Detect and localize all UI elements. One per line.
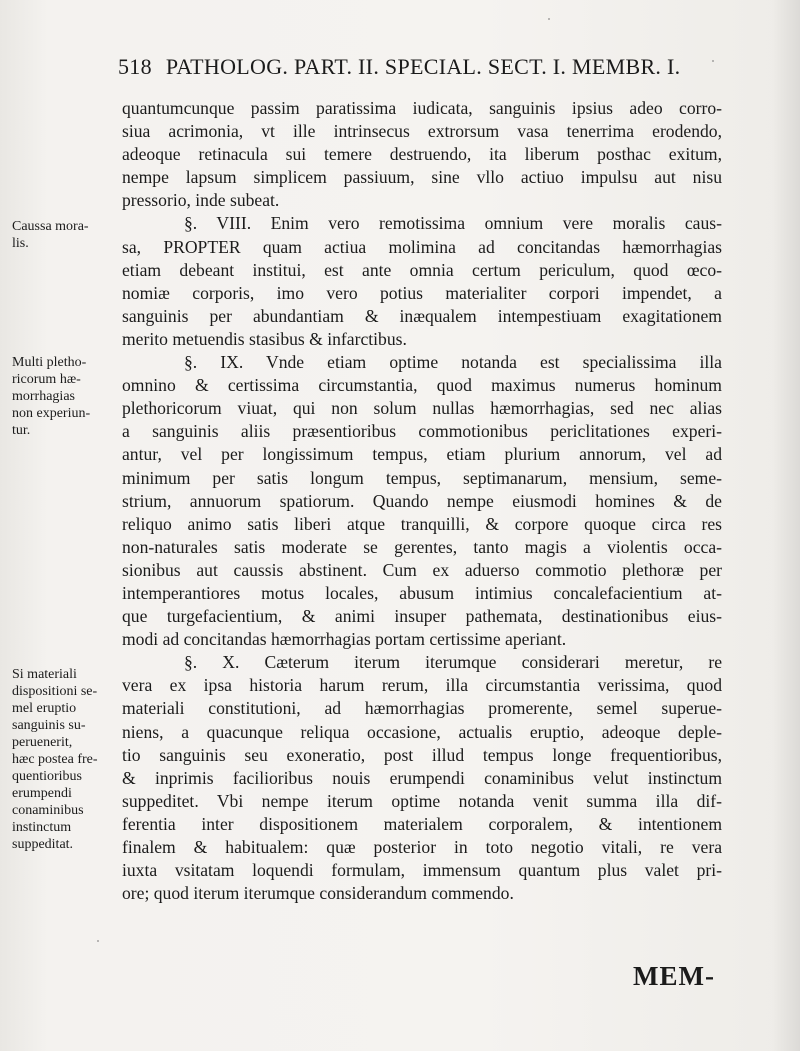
text-line: antur, vel per longissimum tempus, etiam plurium annorum, vel ad [122, 444, 722, 465]
text-line: tio sanguinis seu exoneratio, post illud tempus longe frequentioribus, [122, 744, 722, 765]
text-line: vera ex ipsa historia harum rerum, illa circumstantia verissima, quod [122, 675, 722, 696]
marginal-note-line: non experiun- [12, 406, 91, 421]
text-line: adeoque retinacula sui temere destruendo, ita liberum posthac exitum, [122, 144, 722, 165]
marginal-note-line: mel eruptio [12, 701, 77, 716]
text-line: finalem & habitualem: quæ posterior in toto negotio vitali, re vera [122, 837, 722, 857]
main-text [122, 97, 722, 905]
text-line: ore; quod iterum iterumque considerandum commendo. [122, 883, 514, 904]
marginal-note-line: conaminibus [12, 803, 84, 818]
section-heading-line: §. VIII. Enim vero remotissima omnium vere moralis caus- [184, 213, 722, 234]
text-line: merito metuendis stasibus & infarctibus. [122, 328, 407, 349]
page-edge-shadow [772, 0, 800, 1051]
marginal-note-line: ricorum hæ- [12, 372, 81, 387]
marginal-note-line: morrhagias [12, 389, 75, 404]
marginal-note-line: sanguinis su- [12, 718, 86, 733]
text-line: sionibus aut caussis abstinent. Cum ex aduerso commotio plethoræ per [122, 559, 722, 580]
section-heading-line: §. IX. Vnde etiam optime notanda est specialissima illa [184, 352, 722, 373]
text-line: suppeditet. Vbi nempe iterum optime notanda venit summa illa dif- [122, 790, 722, 811]
text-line: non-naturales satis moderate se gerentes, tanto magis a violentis occa- [122, 536, 722, 557]
marginal-note-line: Caussa mora- [12, 219, 89, 234]
text-line: quantumcunque passim paratissima iudicata, sanguinis ipsius adeo corro- [122, 98, 722, 118]
text-line: intemperantiores motus locales, abusum intimius concalefacientium at- [122, 582, 722, 603]
text-line: nempe lapsum simplicem passiuum, sine vllo actiuo impulsu aut nisu [122, 167, 722, 188]
text-line: siua acrimonia, vt ille intrinsecus extrorsum vasa tenerrima erodendo, [122, 121, 722, 142]
marginal-note-plethorici [12, 354, 124, 439]
marginal-note-line: lis. [12, 236, 29, 251]
text-line: reliquo animo satis liberi atque tranquilli, & corpore quoque circa res [122, 513, 722, 534]
running-title: PATHOLOG. PART. II. SPECIAL. SECT. I. MEMBR. I. [165, 54, 681, 79]
running-header [118, 54, 681, 80]
text-line: plethoricorum viuat, qui non solum nullas hæmorrhagias, sed nec alias [122, 398, 722, 419]
section-heading-line: §. X. Cæterum iterum iterumque considerari meretur, re [184, 652, 722, 673]
text-line: etiam debeant institui, est ante omnia certum periculum, quod œco- [122, 259, 722, 280]
text-line: omnino & certissima circumstantia, quod maximus numerus hominum [122, 375, 722, 396]
paper-speck [97, 940, 99, 942]
marginal-note-caussa [12, 218, 124, 252]
text-line: strium, annuorum spatiorum. Quando nempe eiusmodi homines & de [122, 490, 722, 511]
marginal-note-line: Si materiali [12, 667, 77, 682]
marginal-note-line: erumpendi [12, 786, 72, 801]
text-line: & inprimis facilioribus nouis erumpendi conaminibus velut instinctum [122, 767, 722, 788]
text-line: que turgefacientium, & animi insuper pathemata, destinationibus eius- [122, 606, 722, 627]
marginal-note-line: suppeditat. [12, 837, 74, 852]
text-line: materiali constitutioni, ad hæmorrhagias promerente, semel superue- [122, 698, 722, 719]
text-line: a sanguinis aliis præsentioribus commotionibus periclitationes experi- [122, 421, 722, 442]
marginal-note-materiali [12, 666, 124, 853]
text-line: sa, PROPTER quam actiua molimina ad concitandas hæmorrhagias [122, 236, 722, 257]
marginal-note-line: tur. [12, 423, 31, 438]
catchword: MEM- [633, 961, 715, 991]
text-line: minimum per satis longum tempus, septimanarum, mensium, seme- [122, 467, 722, 488]
text-line: sanguinis per abundantiam & inæqualem intempestiuam exagitationem [122, 305, 722, 326]
marginal-note-line: Multi pletho- [12, 355, 87, 370]
marginal-note-line: quentioribus [12, 769, 82, 784]
marginal-note-line: peruenerit, [12, 735, 73, 750]
marginal-note-line: dispositioni se- [12, 684, 98, 699]
text-line: niens, a quacunque reliqua occasione, actualis eruptio, adeoque deple- [122, 721, 722, 742]
paper-speck [712, 60, 714, 62]
paper-speck [548, 18, 550, 20]
text-line: nomiæ corporis, imo vero potius materialiter corpori impendet, a [122, 282, 722, 303]
text-line: modi ad concitandas hæmorrhagias portam certissime aperiant. [122, 629, 567, 650]
page-number: 518 [118, 54, 152, 79]
marginal-note-line: hæc postea fre- [12, 752, 98, 767]
text-line: pressorio, inde subeat. [122, 190, 280, 211]
text-line: ferentia inter dispositionem materialem corporalem, & intentionem [122, 813, 722, 834]
text-line: iuxta vsitatam loquendi formulam, immensum quantum plus valet pri- [122, 860, 722, 881]
marginal-note-line: instinctum [12, 820, 72, 835]
